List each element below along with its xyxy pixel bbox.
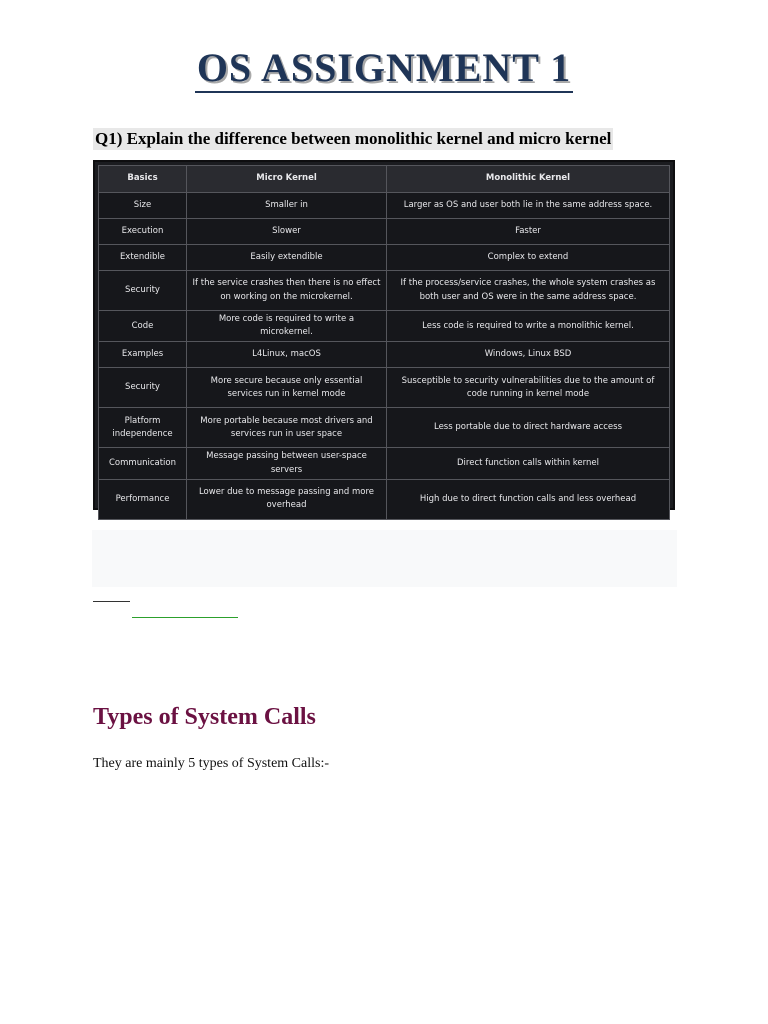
document-title — [0, 44, 768, 91]
underline-divider — [93, 601, 130, 602]
table-cell: Communication — [99, 448, 187, 479]
table-cell: More code is required to write a microkernel. — [187, 311, 387, 342]
table-cell: Code — [99, 311, 187, 342]
table-cell: Lower due to message passing and more overhead — [187, 479, 387, 519]
table-row — [99, 193, 670, 219]
header-micro-kernel: Micro Kernel — [187, 166, 387, 193]
table-cell: If the service crashes then there is no effect on working on the microkernel. — [187, 271, 387, 311]
table-row — [99, 245, 670, 271]
comparison-table-image — [93, 160, 675, 510]
table-cell: L4Linux, macOS — [187, 342, 387, 368]
table-cell: Windows, Linux BSD — [387, 342, 670, 368]
table-cell: Larger as OS and user both lie in the same address space. — [387, 193, 670, 219]
table-cell: If the process/service crashes, the whole system crashes as both user and OS were in the same address space. — [387, 271, 670, 311]
table-cell: Easily extendible — [187, 245, 387, 271]
table-row — [99, 479, 670, 519]
table-cell: Slower — [187, 219, 387, 245]
empty-shaded-block — [92, 530, 677, 587]
table-cell: Examples — [99, 342, 187, 368]
table-cell: Execution — [99, 219, 187, 245]
table-cell: Less portable due to direct hardware access — [387, 408, 670, 448]
table-cell: More secure because only essential services run in kernel mode — [187, 368, 387, 408]
table-cell: Direct function calls within kernel — [387, 448, 670, 479]
table-cell: Performance — [99, 479, 187, 519]
link-underline[interactable] — [132, 617, 238, 618]
table-cell: Smaller in — [187, 193, 387, 219]
table-cell: Security — [99, 368, 187, 408]
table-row — [99, 448, 670, 479]
table-row — [99, 311, 670, 342]
section-heading: Types of System Calls — [93, 704, 316, 730]
table-cell: Message passing between user-space servers — [187, 448, 387, 479]
comparison-table — [98, 165, 670, 520]
table-row — [99, 342, 670, 368]
table-header-row — [99, 166, 670, 193]
table-cell: Security — [99, 271, 187, 311]
table-cell: Platform independence — [99, 408, 187, 448]
table-row — [99, 408, 670, 448]
table-cell: Extendible — [99, 245, 187, 271]
header-monolithic-kernel: Monolithic Kernel — [387, 166, 670, 193]
table-cell: Faster — [387, 219, 670, 245]
table-cell: Susceptible to security vulnerabilities due to the amount of code running in kernel mode — [387, 368, 670, 408]
table-row — [99, 271, 670, 311]
table-cell: Less code is required to write a monolithic kernel. — [387, 311, 670, 342]
table-row — [99, 368, 670, 408]
header-basics: Basics — [99, 166, 187, 193]
document-title-text: OS ASSIGNMENT 1 — [195, 45, 573, 93]
table-cell: More portable because most drivers and services run in user space — [187, 408, 387, 448]
question-heading: Q1) Explain the difference between monolithic kernel and micro kernel — [95, 129, 612, 148]
section-body-text: They are mainly 5 types of System Calls:- — [93, 756, 330, 771]
table-cell: High due to direct function calls and less overhead — [387, 479, 670, 519]
table-row — [99, 219, 670, 245]
table-cell: Complex to extend — [387, 245, 670, 271]
table-cell: Size — [99, 193, 187, 219]
